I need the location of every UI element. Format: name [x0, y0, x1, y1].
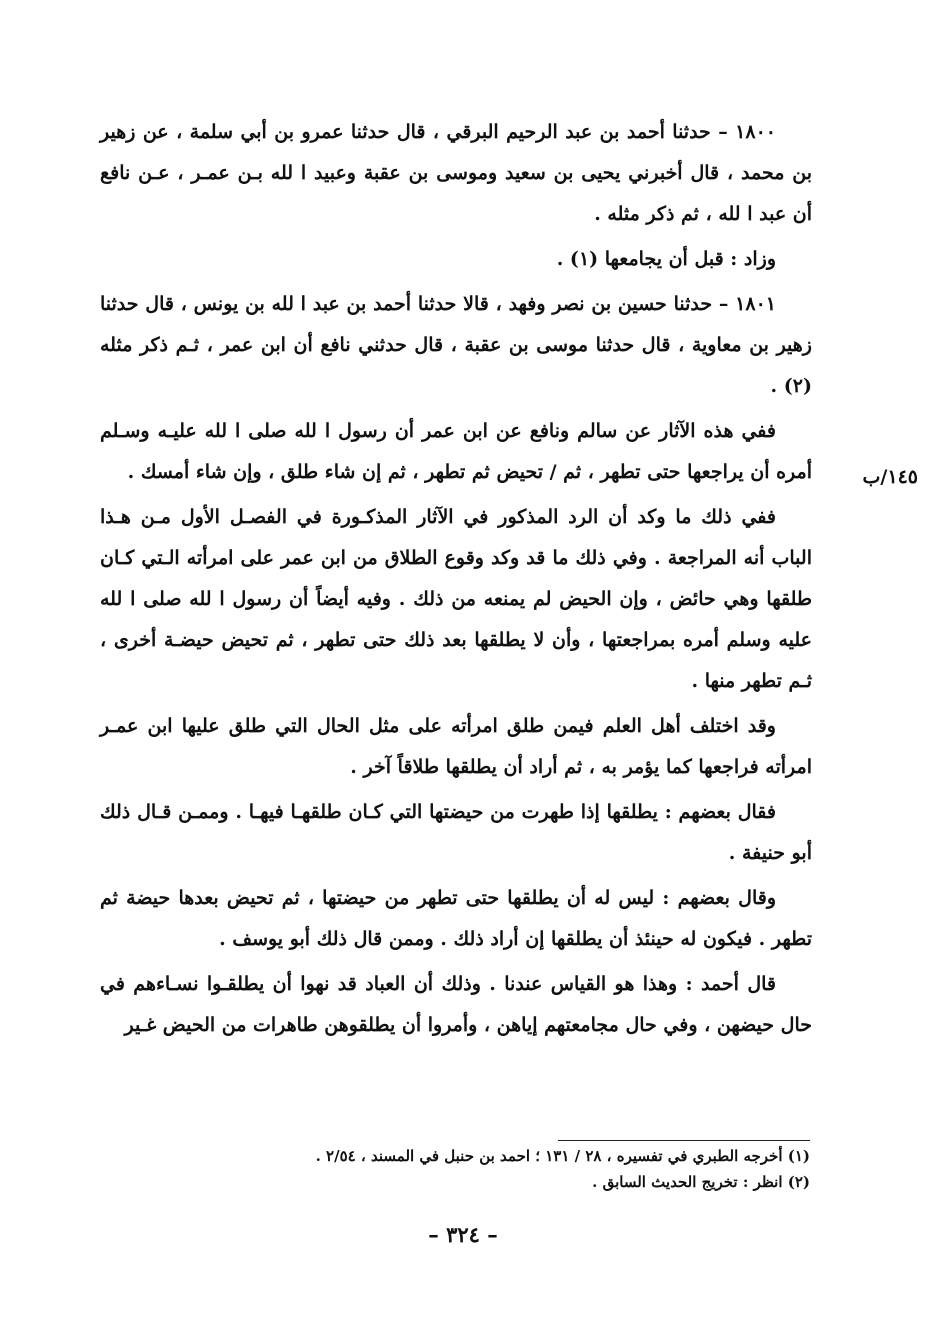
footnotes — [200, 1143, 810, 1195]
paragraph-7: فقال بعضهم : يطلقها إذا طهرت من حيضتها التي كـان طلقهـا فيهـا . وممـن قـال ذلك أبو حنيفة . — [100, 801, 812, 864]
main-text — [100, 112, 812, 1050]
paragraph-5: ففي ذلك ما وكد أن الرد المذكور في الآثار المذكـورة في الفصـل الأول مـن هـذا الباب أنه المراجعة . وفي ذلك ما قد وكد وقوع الطلاق من ابن عمر على امرأته الـتي كـان طلقها وهي حائض ، وإن الحيض لم يمنعه من ذلك . وفيه أيضاً أن رسول ا لله صلى ا لله عليه وسلم أمره بمراجعتها ، وأن لا يطلقها بعد ذلك حتى تطهر ، ثم تحيض حيضـة أخرى ، ثـم تطهر منها . — [100, 506, 812, 692]
paragraph-4: ففي هذه الآثار عن سالم ونافع عن ابن عمر أن رسول ا لله صلى ا لله عليـه وسـلم أمره أن يراجعها حتى تطهر ، ثم / تحيض ثم تطهر ، ثم إن شاء طلق ، وإن شاء أمسك . — [100, 420, 812, 483]
paragraph-2: وزاد : قبل أن يجامعها (١) . — [556, 248, 776, 270]
folio-margin-note: ١٤٥/ب — [862, 466, 918, 488]
paragraph-9: قال أحمد : وهذا هو القياس عندنا . وذلك أن العباد قد نهوا أن يطلقـوا نسـاءهم في حال حيضهن ، وفي حال مجامعتهم إياهن ، وأمروا أن يطلقوهن طاهرات من الحيض غـير — [100, 973, 812, 1036]
paragraph-3: ١٨٠١ – حدثنا حسين بن نصر وفهد ، قالا حدثنا أحمد بن عبد ا لله بن يونس ، قال حدثنا زهير بن معاوية ، قال حدثنا موسى بن عقبة ، قال حدثني نافع أن ابن عمر ، ثـم ذكر مثله (٢) . — [100, 293, 812, 397]
footnote-1: (١) أخرجه الطبري في تفسيره ، ٢٨ / ١٣١ ؛ احمد بن حنبل في المسند ، ٢/٥٤ . — [315, 1147, 810, 1165]
footnote-divider — [558, 1140, 810, 1141]
paragraph-6: وقد اختلف أهل العلم فيمن طلق امرأته على مثل الحال التي طلق عليها ابن عمـر امرأته فراجعها كما يؤمر به ، ثم أراد أن يطلقها طلاقاً آخر . — [100, 715, 812, 778]
page-number: – ٣٢٤ – — [428, 1222, 498, 1247]
paragraph-8: وقال بعضهم : ليس له أن يطلقها حتى تطهر من حيضتها ، ثم تحيض بعدها حيضة ثم تطهر . فيكون له حينئذ أن يطلقها إن أراد ذلك . وممن قال ذلك أبو يوسف . — [100, 887, 812, 950]
paragraph-1: ١٨٠٠ – حدثنا أحمد بن عبد الرحيم البرقي ، قال حدثنا عمرو بن أبي سلمة ، عن زهير بن محمد ، قال أخبرني يحيى بن سعيد وموسى بن عقبة وعبيد ا لله بـن عمـر ، عـن نافع أن عبد ا لله ، ثم ذكر مثله . — [100, 121, 812, 225]
footnote-2: (٢) انظر : تخريج الحديث السابق . — [592, 1173, 810, 1191]
